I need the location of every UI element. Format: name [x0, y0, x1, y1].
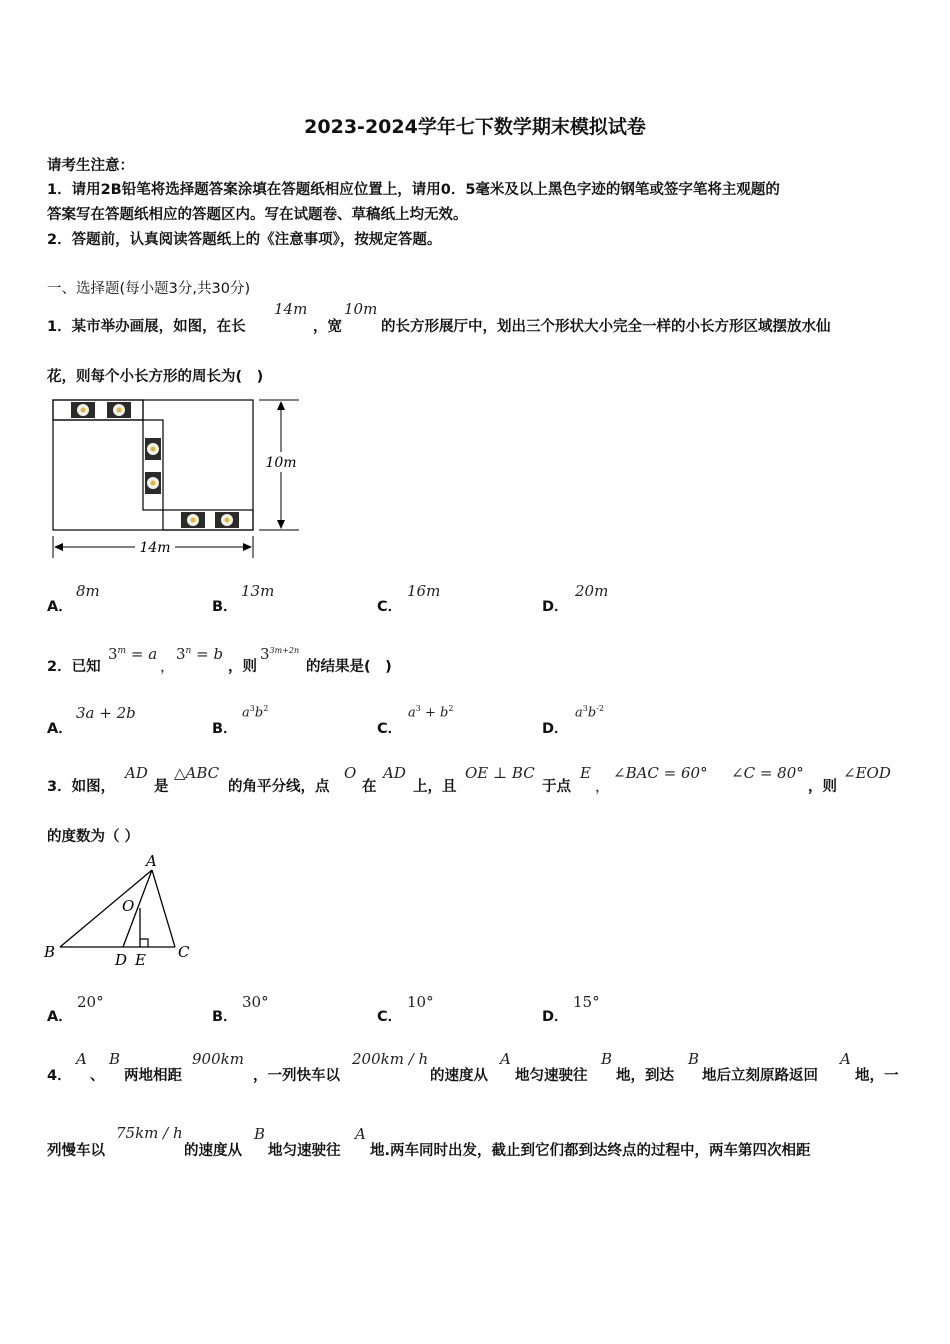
q4-text-line2-3: 地匀速驶往	[268, 1143, 341, 1159]
q2-condition-1: $3^m = a$	[108, 645, 158, 663]
flower-icon	[215, 512, 239, 528]
q3-text-1: 3．如图，	[47, 779, 116, 795]
q3-text-line2: 的度数为（ ）	[47, 829, 140, 845]
flower-icon	[181, 512, 205, 528]
q3-option-d-value: 15°	[573, 993, 600, 1011]
notice-heading: 请考生注意：	[47, 158, 134, 174]
q4-speed-fast: 200km / h	[352, 1050, 429, 1068]
q3-perpendicular: OE ⊥ BC	[465, 764, 535, 782]
flower-icon	[145, 472, 161, 494]
q4-point-b-3: B	[688, 1050, 700, 1068]
q2-option-b-value: $a^3b^2$	[242, 704, 269, 721]
q1-option-d-label: D．	[542, 599, 569, 615]
q3-text-2: 的角平分线，点	[228, 779, 330, 795]
q4-point-a: A	[76, 1050, 87, 1068]
section-heading: 一、选择题(每小题3分,共30分)	[47, 281, 251, 297]
q3-text-3: 上，且	[413, 779, 457, 795]
q3-option-c-label: C．	[377, 1009, 403, 1025]
q2-text-2: ，则	[228, 659, 257, 675]
q1-figure	[45, 392, 315, 564]
q3-option-d-label: D．	[542, 1009, 569, 1025]
flower-icon	[71, 402, 95, 418]
page-title: 2023-2024学年七下数学期末模拟试卷	[304, 116, 646, 138]
q4-text-line2-2: 的速度从	[184, 1143, 242, 1159]
label-o: O	[122, 897, 135, 915]
q1-option-b-value: 13m	[241, 582, 275, 600]
q2-option-c-value: $a^3 + b^2$	[408, 704, 454, 721]
label-d: D	[115, 951, 128, 969]
q3-option-c-value: 10°	[407, 993, 434, 1011]
q2-option-b-label: B．	[212, 721, 238, 737]
q4-text-3: 的速度从	[430, 1068, 488, 1084]
q4-text-1: 两地相距	[124, 1068, 182, 1084]
flower-icon	[145, 438, 161, 460]
q3-figure	[40, 850, 200, 970]
q2-text-3: 的结果是( )	[306, 659, 392, 675]
width-label: 14m	[139, 540, 171, 556]
q1-text-line2: 花，则每个小长方形的周长为( )	[47, 369, 264, 385]
label-e: E	[135, 951, 146, 969]
q1-option-b-label: B．	[212, 599, 238, 615]
q4-separator: 、	[90, 1068, 105, 1084]
q3-text-shi: 是	[154, 779, 169, 795]
q2-expression: $3^{3m+2n}$	[260, 645, 300, 663]
q4-text-line2-4: 地.两车同时出发，截止到它们都到达终点的过程中，两车第四次相距	[370, 1143, 811, 1159]
q4-point-a-3: A	[840, 1050, 851, 1068]
q3-ad: AD	[125, 764, 148, 782]
q4-distance: 900km	[192, 1050, 244, 1068]
q2-option-a-value: 3a + 2b	[76, 704, 136, 722]
q4-text-6: 地后立刻原路返回	[702, 1068, 818, 1084]
q4-point-b: B	[109, 1050, 121, 1068]
q2-option-a-label: A．	[47, 721, 73, 737]
q4-text-2: ，一列快车以	[253, 1068, 340, 1084]
q2-text-1: 2．已知	[47, 659, 101, 675]
region-middle	[143, 420, 163, 510]
q4-text-4: 地匀速驶往	[515, 1068, 588, 1084]
q4-point-a-4: A	[355, 1125, 366, 1143]
q1-text-2: ，宽	[313, 319, 342, 335]
q3-option-a-label: A．	[47, 1009, 73, 1025]
q4-point-a-2: A	[500, 1050, 511, 1068]
q3-text-5: ，则	[808, 779, 837, 795]
q2-condition-2: $3^n = b$	[176, 645, 224, 663]
q3-angle-eod: ∠EOD	[843, 764, 891, 782]
q4-number: 4．	[47, 1068, 72, 1084]
label-b: B	[44, 943, 56, 961]
q4-point-b-4: B	[254, 1125, 266, 1143]
q2-separator: ，	[160, 657, 176, 675]
q1-option-d-value: 20m	[575, 582, 609, 600]
height-label: 10m	[265, 455, 297, 471]
q3-point-e: E	[580, 764, 591, 782]
q1-option-a-value: 8m	[76, 582, 100, 600]
label-a: A	[146, 852, 157, 870]
q1-text-3: 的长方形展厅中，划出三个形状大小完全一样的小长方形区域摆放水仙	[381, 319, 831, 335]
q2-option-d-value: $a^3b^{-2}$	[575, 704, 604, 721]
q3-angle-c: ∠C = 80°	[731, 764, 804, 782]
q4-speed-slow: 75km / h	[116, 1124, 183, 1142]
q3-option-a-value: 20°	[77, 993, 104, 1011]
q1-option-c-label: C．	[377, 599, 403, 615]
q3-comma: ，	[595, 777, 611, 795]
flower-icon	[107, 402, 131, 418]
q1-option-c-value: 16m	[407, 582, 441, 600]
region-bottom	[163, 510, 253, 530]
q3-option-b-label: B．	[212, 1009, 238, 1025]
q4-text-line2-1: 列慢车以	[47, 1143, 105, 1159]
q3-text-4: 于点	[542, 779, 571, 795]
notice-line-2: 2．答题前，认真阅读答题纸上的《注意事项》，按规定答题。	[47, 232, 442, 248]
q1-length: 14m	[274, 300, 308, 318]
q3-angle-bac: ∠BAC = 60°	[613, 764, 708, 782]
q1-width: 10m	[344, 300, 378, 318]
q2-option-c-label: C．	[377, 721, 403, 737]
q3-ad-2: AD	[383, 764, 406, 782]
q4-text-7: 地，一	[855, 1068, 899, 1084]
q4-point-b-2: B	[601, 1050, 613, 1068]
q1-text-1: 1．某市举办画展，如图，在长	[47, 319, 246, 335]
q2-option-d-label: D．	[542, 721, 569, 737]
notice-line-1a: 1．请用2B铅笔将选择题答案涂填在答题纸相应位置上，请用0．5毫米及以上黑色字迹的钢笔或签字笔将主观题的	[47, 182, 780, 198]
q4-text-5: 地，到达	[616, 1068, 674, 1084]
notice-line-1b: 答案写在答题纸相应的答题区内。写在试题卷、草稿纸上均无效。	[47, 207, 468, 223]
q3-point-o: O	[344, 764, 357, 782]
q3-triangle: △ABC	[174, 764, 220, 782]
q3-text-zai: 在	[362, 779, 377, 795]
q3-option-b-value: 30°	[242, 993, 269, 1011]
label-c: C	[178, 943, 190, 961]
q1-option-a-label: A．	[47, 599, 73, 615]
